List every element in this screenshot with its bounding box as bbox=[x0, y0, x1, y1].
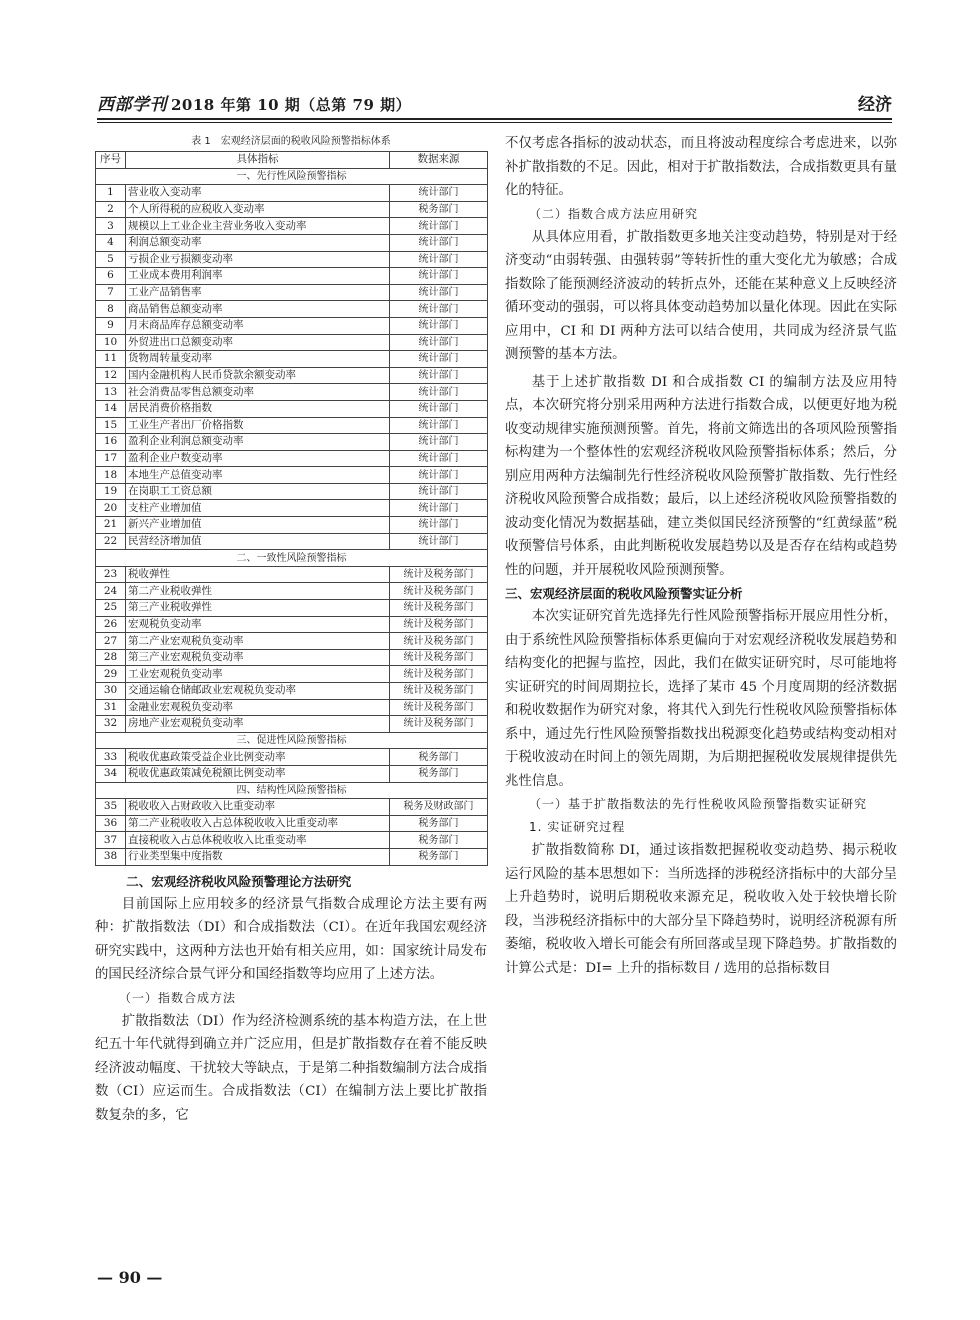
row-number: 16 bbox=[96, 434, 126, 451]
data-source: 统计及税务部门 bbox=[390, 633, 488, 650]
journal-issue bbox=[97, 90, 411, 115]
table-row bbox=[96, 400, 488, 417]
table-row bbox=[96, 517, 488, 534]
table-row bbox=[96, 434, 488, 451]
data-source: 统计及税务部门 bbox=[390, 649, 488, 666]
table-row bbox=[96, 749, 488, 766]
indicator-name: 货物周转量变动率 bbox=[126, 351, 390, 368]
indicator-name: 商品销售总额变动率 bbox=[126, 301, 390, 318]
row-number: 20 bbox=[96, 500, 126, 517]
indicator-name: 规模以上工业企业主营业务收入变动率 bbox=[126, 218, 390, 235]
row-number: 25 bbox=[96, 600, 126, 617]
indicator-name: 外贸进出口总额变动率 bbox=[126, 334, 390, 351]
data-source: 统计及税务部门 bbox=[390, 683, 488, 700]
indicator-name: 第二产业税收收入占总体税收收入比重变动率 bbox=[126, 815, 390, 832]
table-row bbox=[96, 367, 488, 384]
indicator-name: 国内金融机构人民币贷款余额变动率 bbox=[126, 367, 390, 384]
paragraph: 扩散指数法（DI）作为经济检测系统的基本构造方法，在上世纪五十年代就得到确立并广泛应用，但是扩散指数存在着不能反映经济波动幅度、干扰较大等缺点，于是第二种指数编制方法合成指数（CI）应运而生。合成指数法（CI）在编制方法上要比扩散指数复杂的多，它 bbox=[95, 1013, 487, 1123]
table-row bbox=[96, 201, 488, 218]
table-row bbox=[96, 351, 488, 368]
data-source: 税务部门 bbox=[390, 832, 488, 849]
row-number: 22 bbox=[96, 533, 126, 550]
indicator-name: 新兴产业增加值 bbox=[126, 517, 390, 534]
table-row bbox=[96, 832, 488, 849]
table-row bbox=[96, 583, 488, 600]
section-heading: 二、宏观经济税收风险预警理论方法研究 bbox=[126, 873, 352, 889]
row-number: 23 bbox=[96, 566, 126, 583]
column-header: 具体指标 bbox=[126, 152, 390, 169]
row-number: 29 bbox=[96, 666, 126, 683]
page-number: — 90 — bbox=[97, 1268, 163, 1287]
data-source: 统计部门 bbox=[390, 483, 488, 500]
row-number: 14 bbox=[96, 400, 126, 417]
row-number: 4 bbox=[96, 234, 126, 251]
data-source: 统计部门 bbox=[390, 467, 488, 484]
row-number: 12 bbox=[96, 367, 126, 384]
data-source: 统计部门 bbox=[390, 234, 488, 251]
journal-logo: 西部学刊 bbox=[97, 95, 167, 115]
data-source: 统计部门 bbox=[390, 434, 488, 451]
indicator-name: 宏观税负变动率 bbox=[126, 616, 390, 633]
table-caption: 表 1 宏观经济层面的税收风险预警指标体系 bbox=[191, 136, 391, 147]
header-rule bbox=[97, 118, 892, 120]
table-row bbox=[96, 848, 488, 865]
paragraph: 本次实证研究首先选择先行性风险预警指标开展应用性分析，由于系统性风险预警指标体系更偏向于对宏观经济税收发展趋势和结构变化的把握与监控，因此，我们在做实证研究时，尽可能地将实证研究的时间周期拉长，选择了某市 45 个月度周期的经济数据和税收数据作为研究对象，将其代入到先行性税收风险预警指标体系中，通过先行性风险预警指数找出税源变化趋势或结构变动相对于税收波动在时间上的领先周期，为后期把握税收发展规律提供先兆性信息。 bbox=[505, 609, 897, 789]
table-row bbox=[96, 317, 488, 334]
data-source: 统计部门 bbox=[390, 400, 488, 417]
table-group-row bbox=[96, 168, 488, 185]
table-row bbox=[96, 185, 488, 202]
data-source: 统计部门 bbox=[390, 367, 488, 384]
group-title: 二、一致性风险预警指标 bbox=[96, 550, 488, 567]
data-source: 统计部门 bbox=[390, 284, 488, 301]
data-source: 统计及税务部门 bbox=[390, 566, 488, 583]
row-number: 31 bbox=[96, 699, 126, 716]
row-number: 21 bbox=[96, 517, 126, 534]
table-row bbox=[96, 566, 488, 583]
table-row bbox=[96, 683, 488, 700]
paragraph: 目前国际上应用较多的经济景气指数合成理论方法主要有两种：扩散指数法（DI）和合成指数法（CI）。在近年我国宏观经济研究实践中，这两种方法也开始有相关应用，如：国家统计局发布的国民经济综合景气评分和国经指数等均应用了上述方法。 bbox=[95, 896, 487, 983]
indicator-name: 第三产业税收弹性 bbox=[126, 600, 390, 617]
row-number: 2 bbox=[96, 201, 126, 218]
data-source: 统计部门 bbox=[390, 384, 488, 401]
indicator-name: 第三产业宏观税负变动率 bbox=[126, 649, 390, 666]
table-row bbox=[96, 699, 488, 716]
row-number: 35 bbox=[96, 799, 126, 816]
indicator-name: 民营经济增加值 bbox=[126, 533, 390, 550]
paragraph: 从具体应用看，扩散指数更多地关注变动趋势，特别是对于经济变动“由弱转强、由强转弱”等转折性的重大变化尤为敏感；合成指数除了能预测经济波动的转折点外，还能在某种意义上反映经济循环变动的强弱，可以将具体变动趋势加以量化体现。因此在实际应用中，CI 和 DI 两种方法可以结合使用，共同成为经济景气监测预警的基本方法。 bbox=[505, 229, 897, 362]
data-source: 统计部门 bbox=[390, 334, 488, 351]
table-row bbox=[96, 467, 488, 484]
table-row bbox=[96, 716, 488, 733]
table-row bbox=[96, 301, 488, 318]
column-header: 数据来源 bbox=[390, 152, 488, 169]
data-source: 统计部门 bbox=[390, 317, 488, 334]
table-row bbox=[96, 649, 488, 666]
table-group-row bbox=[96, 550, 488, 567]
row-number: 26 bbox=[96, 616, 126, 633]
table-row bbox=[96, 666, 488, 683]
data-source: 统计及税务部门 bbox=[390, 600, 488, 617]
indicator-name: 盈利企业利润总额变动率 bbox=[126, 434, 390, 451]
table-row bbox=[96, 633, 488, 650]
column-header: 序号 bbox=[96, 152, 126, 169]
indicator-name: 税收收入占财政收入比重变动率 bbox=[126, 799, 390, 816]
row-number: 13 bbox=[96, 384, 126, 401]
table-row bbox=[96, 616, 488, 633]
paragraph: 扩散指数简称 DI，通过该指数把握税收变动趋势、揭示税收运行风险的基本思想如下：当所选择的涉税经济指标中的大部分呈上升趋势时，说明后期税收来源充足，税收收入处于较快增长阶段，当涉税经济指标中的大部分呈下降趋势时，说明经济税源有所萎缩，税收收入增长可能会有所回落或呈现下降趋势。扩散指数的计算公式是：DI= 上升的指标数目 / 选用的总指标数目 bbox=[505, 843, 897, 976]
data-source: 统计部门 bbox=[390, 185, 488, 202]
indicator-name: 直接税收入占总体税收收入比重变动率 bbox=[126, 832, 390, 849]
row-number: 9 bbox=[96, 317, 126, 334]
data-source: 统计部门 bbox=[390, 417, 488, 434]
row-number: 8 bbox=[96, 301, 126, 318]
subsection-heading: 1. 实证研究过程 bbox=[529, 820, 626, 834]
indicator-name: 金融业宏观税负变动率 bbox=[126, 699, 390, 716]
data-source: 统计部门 bbox=[390, 351, 488, 368]
table-row bbox=[96, 417, 488, 434]
table-group-row bbox=[96, 782, 488, 799]
group-title: 三、促进性风险预警指标 bbox=[96, 732, 488, 749]
indicator-name: 利润总额变动率 bbox=[126, 234, 390, 251]
table-row bbox=[96, 234, 488, 251]
data-source: 统计部门 bbox=[390, 301, 488, 318]
indicator-name: 税收优惠政策受益企业比例变动率 bbox=[126, 749, 390, 766]
table-row bbox=[96, 251, 488, 268]
section-label: 经济 bbox=[858, 95, 892, 115]
indicator-name: 行业类型集中度指数 bbox=[126, 848, 390, 865]
paragraph: 不仅考虑各指标的波动状态，而且将波动程度综合考虑进来，以弥补扩散指数的不足。因此，相对于扩散指数法，合成指数更具有量化的特征。 bbox=[505, 136, 897, 198]
row-number: 32 bbox=[96, 716, 126, 733]
issue-info: 2018 年第 10 期（总第 79 期） bbox=[171, 96, 412, 114]
indicator-name: 在岗职工工资总额 bbox=[126, 483, 390, 500]
row-number: 27 bbox=[96, 633, 126, 650]
data-source: 税务部门 bbox=[390, 765, 488, 782]
table-row bbox=[96, 450, 488, 467]
header-rule-thin bbox=[97, 122, 892, 123]
row-number: 36 bbox=[96, 815, 126, 832]
indicator-name: 社会消费品零售总额变动率 bbox=[126, 384, 390, 401]
data-source: 税务部门 bbox=[390, 848, 488, 865]
running-header bbox=[97, 86, 892, 116]
row-number: 19 bbox=[96, 483, 126, 500]
data-source: 税务及财政部门 bbox=[390, 799, 488, 816]
row-number: 34 bbox=[96, 765, 126, 782]
group-title: 一、先行性风险预警指标 bbox=[96, 168, 488, 185]
subsection-heading: （一）基于扩散指数法的先行性税收风险预警指数实证研究 bbox=[529, 797, 868, 811]
table-row bbox=[96, 483, 488, 500]
table-row bbox=[96, 218, 488, 235]
row-number: 7 bbox=[96, 284, 126, 301]
row-number: 24 bbox=[96, 583, 126, 600]
table-row bbox=[96, 334, 488, 351]
indicator-name: 工业成本费用利润率 bbox=[126, 268, 390, 285]
row-number: 38 bbox=[96, 848, 126, 865]
table-row bbox=[96, 765, 488, 782]
table-row bbox=[96, 268, 488, 285]
indicator-name: 盈利企业户数变动率 bbox=[126, 450, 390, 467]
table-row bbox=[96, 533, 488, 550]
table-group-row bbox=[96, 732, 488, 749]
data-source: 统计部门 bbox=[390, 251, 488, 268]
table-row bbox=[96, 799, 488, 816]
data-source: 税务部门 bbox=[390, 201, 488, 218]
data-source: 统计部门 bbox=[390, 517, 488, 534]
row-number: 28 bbox=[96, 649, 126, 666]
subsection-heading: （二）指数合成方法应用研究 bbox=[529, 206, 699, 221]
indicator-name: 个人所得税的应税收入变动率 bbox=[126, 201, 390, 218]
row-number: 5 bbox=[96, 251, 126, 268]
paragraph: 基于上述扩散指数 DI 和合成指数 CI 的编制方法及应用特点，本次研究将分别采用两种方法进行指数合成，以便更好地为税收变动规律实施预测预警。首先，将前文筛选出的各项风险预警指标构建为一个整体性的宏观经济税收风险预警指标体系；然后，分别应用两种方法编制先行性经济税收风险预警扩散指数、先行性经济税收风险预警合成指数；最后，以上述经济税收风险预警指数的波动变化情况为数据基础，建立类似国民经济预警的“红黄绿蓝”税收预警信号体系，由此判断税收发展趋势以及是否存在结构或趋势性的问题，并开展税收风险预测预警。 bbox=[505, 374, 897, 578]
data-source: 统计部门 bbox=[390, 268, 488, 285]
table-body bbox=[96, 168, 488, 865]
indicator-name: 交通运输仓储邮政业宏观税负变动率 bbox=[126, 683, 390, 700]
data-source: 统计部门 bbox=[390, 500, 488, 517]
data-source: 统计及税务部门 bbox=[390, 616, 488, 633]
data-source: 统计及税务部门 bbox=[390, 583, 488, 600]
row-number: 33 bbox=[96, 749, 126, 766]
data-source: 统计部门 bbox=[390, 450, 488, 467]
indicator-name: 月末商品库存总额变动率 bbox=[126, 317, 390, 334]
data-source: 统计部门 bbox=[390, 533, 488, 550]
table-row bbox=[96, 600, 488, 617]
indicator-name: 本地生产总值变动率 bbox=[126, 467, 390, 484]
table-row bbox=[96, 284, 488, 301]
data-source: 统计及税务部门 bbox=[390, 666, 488, 683]
table-header-row bbox=[96, 152, 488, 169]
right-column bbox=[505, 132, 897, 980]
data-source: 税务部门 bbox=[390, 749, 488, 766]
indicator-name: 税收弹性 bbox=[126, 566, 390, 583]
data-source: 税务部门 bbox=[390, 815, 488, 832]
indicator-name: 居民消费价格指数 bbox=[126, 400, 390, 417]
indicator-name: 支柱产业增加值 bbox=[126, 500, 390, 517]
indicator-name: 第二产业税收弹性 bbox=[126, 583, 390, 600]
row-number: 37 bbox=[96, 832, 126, 849]
data-source: 统计部门 bbox=[390, 218, 488, 235]
row-number: 17 bbox=[96, 450, 126, 467]
row-number: 10 bbox=[96, 334, 126, 351]
indicator-name: 第二产业宏观税负变动率 bbox=[126, 633, 390, 650]
indicator-name: 工业产品销售率 bbox=[126, 284, 390, 301]
row-number: 15 bbox=[96, 417, 126, 434]
indicator-name: 亏损企业亏损额变动率 bbox=[126, 251, 390, 268]
row-number: 1 bbox=[96, 185, 126, 202]
indicator-name: 工业生产者出厂价格指数 bbox=[126, 417, 390, 434]
row-number: 6 bbox=[96, 268, 126, 285]
left-column bbox=[95, 132, 487, 1127]
subsection-heading: （一）指数合成方法 bbox=[119, 990, 237, 1005]
section-heading: 三、宏观经济层面的税收风险预警实证分析 bbox=[505, 586, 743, 601]
row-number: 18 bbox=[96, 467, 126, 484]
data-source: 统计及税务部门 bbox=[390, 699, 488, 716]
table-row bbox=[96, 500, 488, 517]
indicator-table bbox=[95, 151, 488, 866]
row-number: 11 bbox=[96, 351, 126, 368]
indicator-name: 房地产业宏观税负变动率 bbox=[126, 716, 390, 733]
table-row bbox=[96, 815, 488, 832]
indicator-name: 税收优惠政策减免税额比例变动率 bbox=[126, 765, 390, 782]
group-title: 四、结构性风险预警指标 bbox=[96, 782, 488, 799]
table-row bbox=[96, 384, 488, 401]
indicator-name: 工业宏观税负变动率 bbox=[126, 666, 390, 683]
data-source: 统计及税务部门 bbox=[390, 716, 488, 733]
indicator-name: 营业收入变动率 bbox=[126, 185, 390, 202]
row-number: 30 bbox=[96, 683, 126, 700]
row-number: 3 bbox=[96, 218, 126, 235]
